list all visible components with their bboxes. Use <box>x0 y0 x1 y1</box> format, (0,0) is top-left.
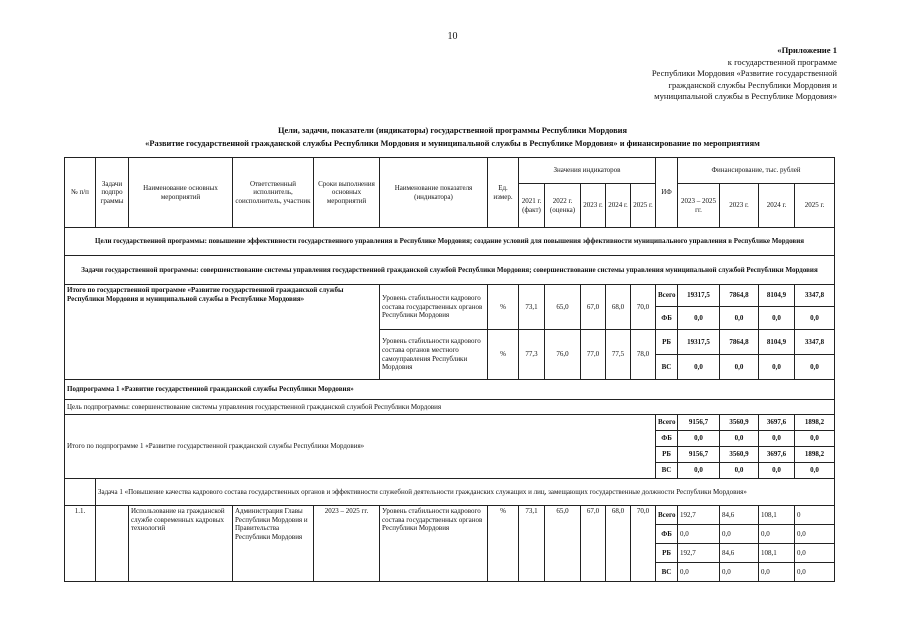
indicator-value-2024: 77,5 <box>606 330 631 380</box>
finance-value: 192,7 <box>678 506 720 525</box>
finance-value: 0,0 <box>678 563 720 582</box>
finance-source: РБ <box>656 447 678 463</box>
task-row-empty <box>65 479 96 506</box>
goals-row: Цели государственной программы: повышение эффективности государственного управления в Республике Мордовия; создание условий для повышения эффективности муниципального управления в Республике Мордовия <box>65 228 835 256</box>
header-2023: 2023 г. <box>581 184 606 228</box>
indicator-value-2021: 73,1 <box>519 285 545 330</box>
row-1-1-responsible: Администрация Главы Республики Мордовия и Правительства Республики Мордовия <box>233 506 314 582</box>
row-1-1-value-2021: 73,1 <box>519 506 545 582</box>
finance-value: 0,0 <box>720 355 759 380</box>
header-responsible: Ответственный исполнитель, соисполнитель, участник <box>233 158 314 228</box>
header-finance-group: Финансирование, тыс. рублей <box>678 158 835 184</box>
finance-source: ФБ <box>656 525 678 544</box>
row-1-1-value-2025: 70,0 <box>631 506 656 582</box>
finance-source: РБ <box>656 544 678 563</box>
finance-source: РБ <box>656 330 678 355</box>
finance-value: 3560,9 <box>720 415 759 431</box>
subprogram-goal: Цель подпрограммы: совершенствование системы управления государственной гражданской службой Республики Мордовия <box>65 400 835 415</box>
header-values-group: Значения индикаторов <box>519 158 656 184</box>
finance-value: 0,0 <box>678 431 720 447</box>
task-1-row: Задача 1 «Повышение качества кадрового состава государственных органов и эффективности служебной деятельности гражданских служащих и лиц, замещающих государственные должности Республики Мордовия» <box>96 479 835 506</box>
indicator-name: Уровень стабильности кадрового состава государственных органов Республики Мордовия <box>380 285 488 330</box>
indicator-value-2025: 70,0 <box>631 285 656 330</box>
finance-value: 0,0 <box>795 544 835 563</box>
row-1-1-value-2022: 65,0 <box>545 506 581 582</box>
header-fin-2025: 2025 г. <box>795 184 835 228</box>
document-subtitle: «Развитие государственной гражданской службы Республики Мордовия и муниципальной службы в Республике Мордовия» и финансирование по мероприятиям <box>145 139 760 148</box>
finance-value: 0,0 <box>720 563 759 582</box>
header-num: № п/п <box>65 158 96 228</box>
header-indicator: Наименование показателя (индикатора) <box>380 158 488 228</box>
header-fin-total: 2023 – 2025 гг. <box>678 184 720 228</box>
indicator-value-2024: 68,0 <box>606 285 631 330</box>
appendix-block <box>577 45 837 103</box>
finance-value: 7864,8 <box>720 330 759 355</box>
finance-value: 9156,7 <box>678 447 720 463</box>
finance-value: 108,1 <box>759 544 795 563</box>
finance-value: 19317,5 <box>678 330 720 355</box>
appendix-line: к государственной программе <box>727 56 837 67</box>
row-1-1-indicator: Уровень стабильности кадрового состава государственных органов Республики Мордовия <box>380 506 488 582</box>
finance-value: 192,7 <box>678 544 720 563</box>
header-name: Наименование основных мероприятий <box>129 158 233 228</box>
header-2025: 2025 г. <box>631 184 656 228</box>
finance-value: 0,0 <box>720 431 759 447</box>
finance-value: 0,0 <box>795 463 835 479</box>
finance-value: 3697,6 <box>759 447 795 463</box>
header-2022: 2022 г. (оценка) <box>545 184 581 228</box>
header-unit: Ед. измер. <box>488 158 519 228</box>
row-1-1-value-2023: 67,0 <box>581 506 606 582</box>
finance-value: 0,0 <box>759 463 795 479</box>
finance-source: Всего <box>656 285 678 307</box>
finance-source: Всего <box>656 506 678 525</box>
finance-value: 0,0 <box>678 463 720 479</box>
finance-value: 3560,9 <box>720 447 759 463</box>
finance-source: ФБ <box>656 307 678 330</box>
indicator-value-2022: 76,0 <box>545 330 581 380</box>
indicator-value-2025: 78,0 <box>631 330 656 380</box>
header-2024: 2024 г. <box>606 184 631 228</box>
finance-source: ФБ <box>656 431 678 447</box>
indicator-value-2022: 65,0 <box>545 285 581 330</box>
finance-value: 3347,8 <box>795 285 835 307</box>
indicator-unit: % <box>488 285 519 330</box>
document-title: Цели, задачи, показатели (индикаторы) государственной программы Республики Мордовия <box>277 126 628 135</box>
finance-value: 0,0 <box>759 355 795 380</box>
finance-value: 8104,9 <box>759 330 795 355</box>
subprogram-total-label: Итого по подпрограмме 1 «Развитие государственной гражданской службы Республики Мордовия» <box>65 415 656 479</box>
subprogram-title: Подпрограмма 1 «Развитие государственной гражданской службы Республики Мордовия» <box>65 380 835 400</box>
appendix-title: «Приложение 1 <box>777 45 837 55</box>
header-fin-2023: 2023 г. <box>720 184 759 228</box>
finance-source: ВС <box>656 563 678 582</box>
indicator-name: Уровень стабильности кадрового состава органов местного самоуправления Республики Мордовия <box>380 330 488 380</box>
finance-value: 0,0 <box>759 431 795 447</box>
row-1-1-value-2024: 68,0 <box>606 506 631 582</box>
finance-source: ВС <box>656 463 678 479</box>
appendix-line: Республики Мордовия «Развитие государственной <box>651 68 837 78</box>
row-1-1-task <box>96 506 129 582</box>
row-1-1-unit: % <box>488 506 519 582</box>
header-terms: Сроки выполнения основных мероприятий <box>314 158 380 228</box>
finance-value: 0,0 <box>795 431 835 447</box>
header-2021: 2021 г. (факт) <box>519 184 545 228</box>
finance-value: 7864,8 <box>720 285 759 307</box>
header-source: ИФ <box>656 158 678 228</box>
finance-value: 0,0 <box>678 525 720 544</box>
finance-value: 9156,7 <box>678 415 720 431</box>
finance-value: 108,1 <box>759 506 795 525</box>
finance-value: 0,0 <box>795 355 835 380</box>
finance-source: Всего <box>656 415 678 431</box>
finance-value: 84,6 <box>720 544 759 563</box>
finance-value: 8104,9 <box>759 285 795 307</box>
finance-value: 3347,8 <box>795 330 835 355</box>
finance-value: 19317,5 <box>678 285 720 307</box>
indicator-value-2021: 77,3 <box>519 330 545 380</box>
row-1-1-name: Использование на гражданской службе современных кадровых технологий <box>129 506 233 582</box>
finance-value: 0,0 <box>678 355 720 380</box>
program-table <box>64 157 835 582</box>
indicator-unit: % <box>488 330 519 380</box>
row-1-1-num: 1.1. <box>65 506 96 582</box>
indicator-value-2023: 67,0 <box>581 285 606 330</box>
finance-value: 0,0 <box>759 525 795 544</box>
appendix-line: муниципальной службы в Республике Мордовия» <box>654 91 837 101</box>
finance-value: 0,0 <box>720 525 759 544</box>
header-fin-2024: 2024 г. <box>759 184 795 228</box>
finance-value: 84,6 <box>720 506 759 525</box>
finance-value: 0,0 <box>759 307 795 330</box>
finance-value: 0,0 <box>678 307 720 330</box>
program-total-label: Итого по государственной программе «Развитие государственной гражданской службы Республики Мордовия и муниципальной службы в Республике Мордовия» <box>65 285 380 380</box>
finance-value: 1898,2 <box>795 447 835 463</box>
finance-value: 0 <box>795 506 835 525</box>
finance-value: 0,0 <box>720 463 759 479</box>
finance-value: 3697,6 <box>759 415 795 431</box>
finance-source: ВС <box>656 355 678 380</box>
finance-value: 1898,2 <box>795 415 835 431</box>
finance-value: 0,0 <box>759 563 795 582</box>
finance-value: 0,0 <box>795 307 835 330</box>
appendix-line: гражданской службы Республики Мордовия и <box>668 79 837 90</box>
finance-value: 0,0 <box>795 525 835 544</box>
indicator-value-2023: 77,0 <box>581 330 606 380</box>
finance-value: 0,0 <box>795 563 835 582</box>
row-1-1-terms: 2023 – 2025 гг. <box>314 506 380 582</box>
tasks-row: Задачи государственной программы: совершенствование системы управления государственной гражданской службой Республики Мордовия; совершенствование системы управления муниципальной службой Республики Мордовия <box>65 256 835 285</box>
finance-value: 0,0 <box>720 307 759 330</box>
page-number: 10 <box>447 31 458 42</box>
header-task: Задачи подпро граммы <box>96 158 129 228</box>
